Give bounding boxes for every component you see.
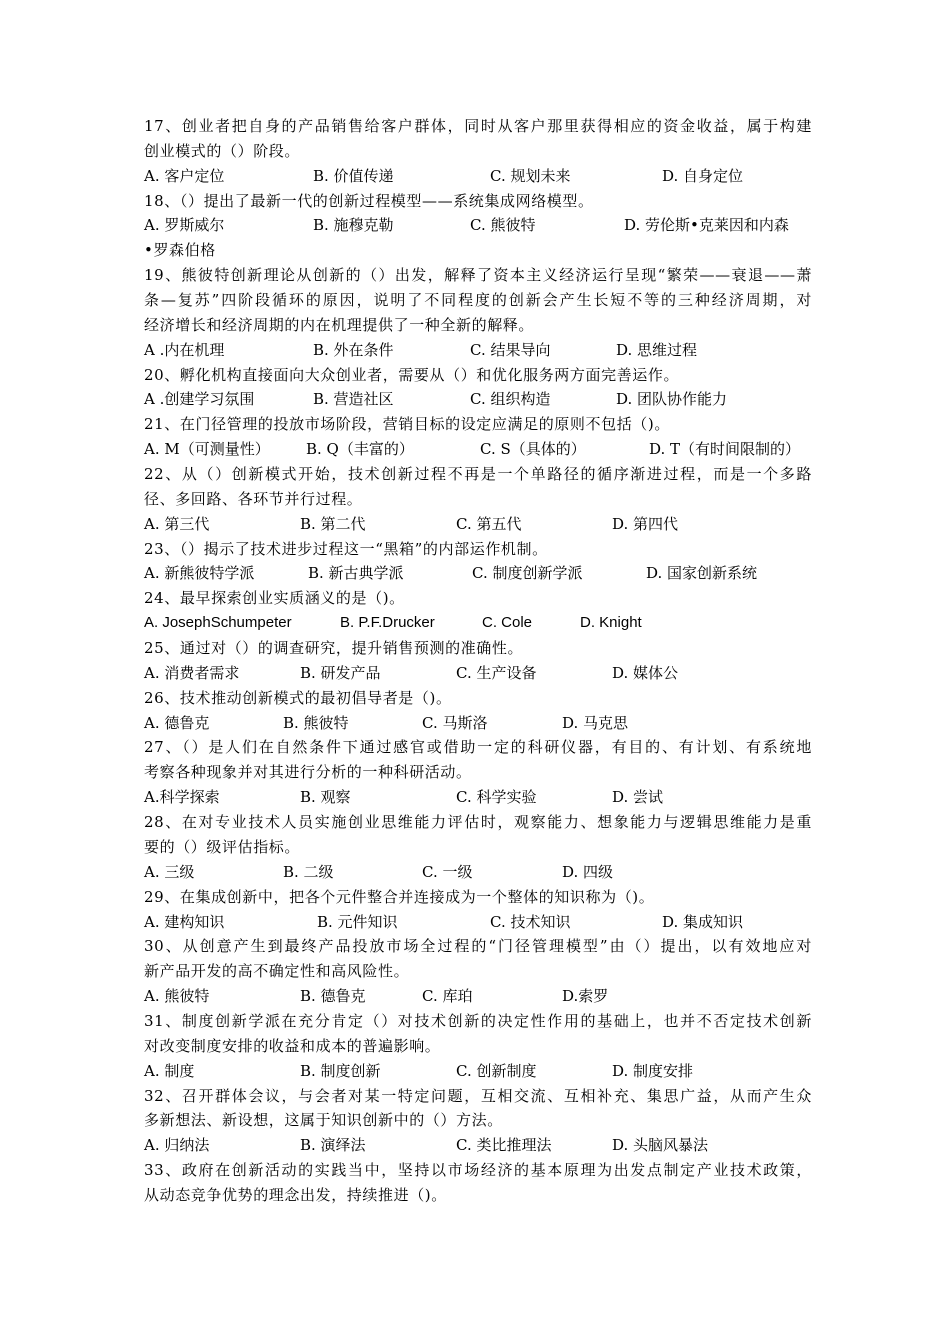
answer-option-c: C. 马斯洛 xyxy=(422,713,488,732)
answer-options-row xyxy=(144,1133,812,1158)
question-text-line: 23、（）揭示了技术进步过程这一“黑箱”的内部运作机制。 xyxy=(144,539,548,558)
answer-option-a: A. 第三代 xyxy=(144,514,210,533)
answer-option-a: A. 德鲁克 xyxy=(144,713,210,732)
answer-options-row xyxy=(144,611,812,636)
question-text-line: 多新想法、新设想，这属于知识创新中的（）方法。 xyxy=(144,1111,503,1130)
question-text-line: 19、熊彼特创新理论从创新的（）出发，解释了资本主义经济运行呈现“繁荣——衰退——萧 xyxy=(144,266,812,285)
answer-option-b: B. 营造社区 xyxy=(313,390,394,409)
question-block xyxy=(144,934,812,1009)
answer-option-c: C. 组织构造 xyxy=(470,390,551,409)
question-block xyxy=(144,735,812,810)
answer-option-d: D. 团队协作能力 xyxy=(616,390,728,409)
answer-option-c: C. 规划未来 xyxy=(490,166,571,185)
answer-option-c: C. 制度创新学派 xyxy=(472,564,583,583)
answer-option-d: D. 制度安排 xyxy=(612,1061,694,1080)
question-block xyxy=(144,114,812,189)
question-text-line: 对改变制度安排的收益和成本的普遍影响。 xyxy=(144,1036,441,1055)
answer-options-row xyxy=(144,512,812,537)
answer-options-row xyxy=(144,213,812,238)
answer-option-d: D. 第四代 xyxy=(612,514,679,533)
question-text-line: 经济增长和经济周期的内在机理提供了一种全新的解释。 xyxy=(144,315,535,334)
question-block xyxy=(144,1158,812,1208)
answer-options-row xyxy=(144,711,812,736)
answer-option-d: D. 自身定位 xyxy=(662,166,744,185)
question-text-line: 32、召开群体会议，与会者对某一特定问题，互相交流、互相补充、集思广益，从而产生众 xyxy=(144,1086,812,1105)
answer-option-c: C. 类比推理法 xyxy=(456,1136,552,1155)
answer-option-d: D. 四级 xyxy=(562,862,614,881)
question-block xyxy=(144,462,812,537)
answer-option-d: D. 尝试 xyxy=(612,788,664,807)
answer-options-row xyxy=(144,164,812,189)
answer-option-d: D. 头脑风暴法 xyxy=(612,1136,709,1155)
question-text-line: 新产品开发的高不确定性和高风险性。 xyxy=(144,962,410,981)
question-list xyxy=(144,114,812,1208)
answer-option-a: A.科学探索 xyxy=(144,788,220,807)
answer-option-c: C. 结果导向 xyxy=(470,340,551,359)
answer-option-c: C. 一级 xyxy=(422,862,473,881)
answer-options-row xyxy=(144,984,812,1009)
answer-option-c: C. 科学实验 xyxy=(456,788,537,807)
answer-option-b: B. 制度创新 xyxy=(300,1061,381,1080)
answer-option-a: A. 建构知识 xyxy=(144,912,225,931)
question-text-line: 创业模式的（）阶段。 xyxy=(144,141,301,160)
question-text-line: 29、在集成创新中，把各个元件整合并连接成为一个整体的知识称为（)。 xyxy=(144,887,655,906)
answer-option-b: B. 演绎法 xyxy=(300,1136,366,1155)
option-continuation-line: •罗森伯格 xyxy=(144,241,216,260)
answer-option-c: C. 熊彼特 xyxy=(470,216,536,235)
answer-option-b: B. P.F.Drucker xyxy=(340,614,435,632)
answer-options-row xyxy=(144,1059,812,1084)
answer-option-a: A. 制度 xyxy=(144,1061,195,1080)
answer-option-a: A. 熊彼特 xyxy=(144,987,210,1006)
question-text-line: 22、从（）创新模式开始，技术创新过程不再是一个单路径的循序渐进过程，而是一个多路 xyxy=(144,465,812,484)
question-text-line: 21、在门径管理的投放市场阶段，营销目标的设定应满足的原则不包括（)。 xyxy=(144,415,670,434)
answer-option-d: D. 媒体公 xyxy=(612,663,679,682)
question-text-line: 18、（）提出了最新一代的创新过程模型——系统集成网络模型。 xyxy=(144,191,594,210)
answer-option-a: A. 三级 xyxy=(144,862,195,881)
question-text-line: 33、政府在创新活动的实践当中，坚持以市场经济的基本原理为出发点制定产业技术政策， xyxy=(144,1161,812,1180)
question-text-line: 26、技术推动创新模式的最初倡导者是（)。 xyxy=(144,688,452,707)
answer-option-d: D. Knight xyxy=(580,614,642,632)
answer-option-d: D. T（有时间限制的） xyxy=(649,440,801,459)
answer-options-row xyxy=(144,338,812,363)
question-text-line: 20、孵化机构直接面向大众创业者，需要从（）和优化服务两方面完善运作。 xyxy=(144,365,680,384)
question-text-line: 径、多回路、各环节并行过程。 xyxy=(144,489,363,508)
answer-option-d: D. 集成知识 xyxy=(662,912,744,931)
question-text-line: 要的（）级评估指标。 xyxy=(144,837,301,856)
question-block xyxy=(144,586,812,636)
answer-option-b: B. 熊彼特 xyxy=(283,713,349,732)
answer-option-b: B. 外在条件 xyxy=(313,340,394,359)
answer-option-c: C. 创新制度 xyxy=(456,1061,537,1080)
question-text-line: 31、制度创新学派在充分肯定（）对技术创新的决定性作用的基础上，也并不否定技术创新 xyxy=(144,1011,812,1030)
question-text-line: 25、通过对（）的调查研究，提升销售预测的准确性。 xyxy=(144,639,524,658)
answer-option-a: A. M（可测量性） xyxy=(144,440,270,459)
answer-option-b: B. Q（丰富的） xyxy=(306,440,414,459)
question-block xyxy=(144,885,812,935)
answer-options-row xyxy=(144,785,812,810)
question-block xyxy=(144,412,812,462)
question-text-line: 从动态竞争优势的理念出发，持续推进（)。 xyxy=(144,1185,447,1204)
question-text-line: 条—复苏”四阶段循环的原因，说明了不同程度的创新会产生长短不等的三种经济周期，对 xyxy=(144,291,812,310)
answer-option-c: C. Cole xyxy=(482,614,533,632)
answer-option-b: B. 研发产品 xyxy=(300,663,381,682)
answer-option-b: B. 施穆克勒 xyxy=(313,216,394,235)
answer-option-a: A. 归纳法 xyxy=(144,1136,210,1155)
answer-options-row xyxy=(144,561,812,586)
answer-option-b: B. 观察 xyxy=(300,788,351,807)
answer-options-row xyxy=(144,437,812,462)
answer-option-a: A. 消费者需求 xyxy=(144,663,240,682)
question-block xyxy=(144,363,812,413)
question-block xyxy=(144,189,812,264)
answer-options-row xyxy=(144,387,812,412)
question-block xyxy=(144,686,812,736)
answer-option-b: B. 第二代 xyxy=(300,514,366,533)
answer-option-a: A. 罗斯威尔 xyxy=(144,216,225,235)
answer-option-a: A .创建学习氛围 xyxy=(144,390,255,409)
answer-option-b: B. 新古典学派 xyxy=(308,564,404,583)
question-text-line: 考察各种现象并对其进行分析的一种科研活动。 xyxy=(144,763,472,782)
question-block xyxy=(144,263,812,362)
answer-option-c: C. 生产设备 xyxy=(456,663,537,682)
answer-option-c: C. S（具体的） xyxy=(480,440,586,459)
question-text-line: 27、（）是人们在自然条件下通过感官或借助一定的科研仪器，有目的、有计划、有系统地 xyxy=(144,738,812,757)
answer-options-row xyxy=(144,910,812,935)
question-block xyxy=(144,1009,812,1084)
answer-option-a: A. JosephSchumpeter xyxy=(144,614,292,632)
answer-option-d: D. 思维过程 xyxy=(616,340,698,359)
question-block xyxy=(144,537,812,587)
answer-option-b: B. 元件知识 xyxy=(317,912,398,931)
question-block xyxy=(144,636,812,686)
answer-option-b: B. 二级 xyxy=(283,862,334,881)
answer-options-row xyxy=(144,860,812,885)
answer-option-c: C. 库珀 xyxy=(422,987,473,1006)
answer-option-d: D. 劳伦斯•克莱因和内森 xyxy=(624,216,789,235)
answer-option-d: D. 国家创新系统 xyxy=(646,564,758,583)
answer-option-c: C. 第五代 xyxy=(456,514,522,533)
answer-option-a: A .内在机理 xyxy=(144,340,225,359)
answer-option-b: B. 德鲁克 xyxy=(300,987,366,1006)
question-block xyxy=(144,1084,812,1159)
question-text-line: 28、在对专业技术人员实施创业思维能力评估时，观察能力、想象能力与逻辑思维能力是重 xyxy=(144,813,812,832)
answer-option-a: A. 新熊彼特学派 xyxy=(144,564,255,583)
question-text-line: 30、从创意产生到最终产品投放市场全过程的“门径管理模型”由（）提出，以有效地应对 xyxy=(144,937,812,956)
answer-option-d: D.索罗 xyxy=(562,987,609,1006)
question-text-line: 24、最早探索创业实质涵义的是（)。 xyxy=(144,589,405,608)
answer-option-d: D. 马克思 xyxy=(562,713,629,732)
answer-options-row xyxy=(144,661,812,686)
question-block xyxy=(144,810,812,885)
answer-option-a: A. 客户定位 xyxy=(144,166,225,185)
question-text-line: 17、创业者把自身的产品销售给客户群体，同时从客户那里获得相应的资金收益，属于构建 xyxy=(144,117,812,135)
answer-option-c: C. 技术知识 xyxy=(490,912,571,931)
answer-option-b: B. 价值传递 xyxy=(313,166,394,185)
